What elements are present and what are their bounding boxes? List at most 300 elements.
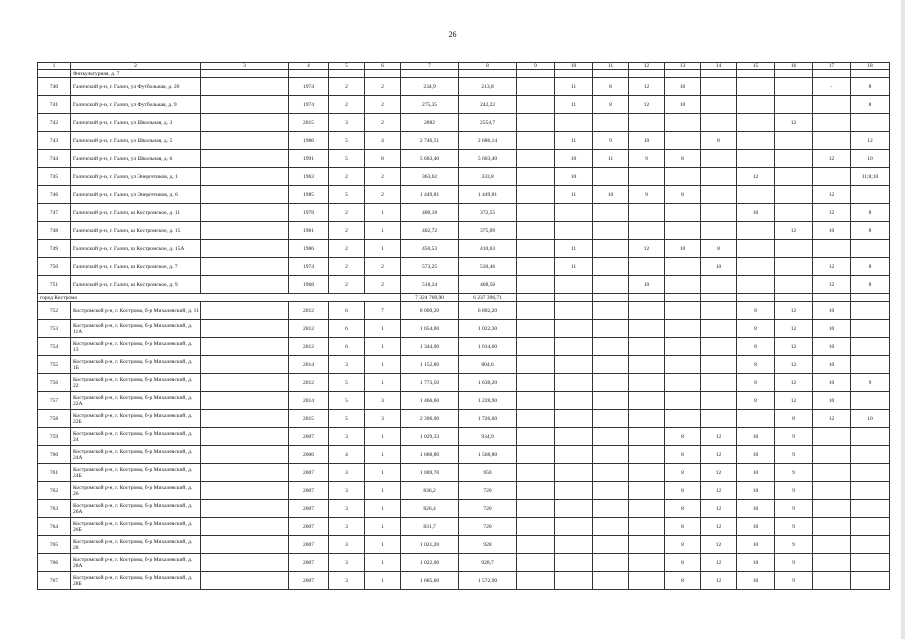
cell-c12 — [629, 536, 665, 554]
cell-c7: 1 773,50 — [401, 374, 459, 392]
cell-c3 — [201, 114, 289, 132]
cell-c5: 6 — [329, 320, 365, 338]
table-row — [38, 302, 890, 320]
table-row — [38, 276, 890, 294]
cell-c6: 1 — [365, 374, 401, 392]
cell-c18 — [851, 356, 890, 374]
cell-c6: 3 — [365, 392, 401, 410]
cell-c17 — [813, 428, 851, 446]
cell-c12: 9 — [629, 186, 665, 204]
cell-address: Галичский р-н, г. Галич, ш Костромское, д. 15А — [71, 240, 201, 258]
cell-c3 — [201, 446, 289, 464]
table-row — [38, 70, 890, 78]
cell-c3 — [201, 392, 289, 410]
cell-c7: 826,4 — [401, 500, 459, 518]
cell-c10 — [555, 446, 593, 464]
cell-address: Костромской р-н, г. Кострома, б-р Михалевский, д. 28А — [71, 554, 201, 572]
cell-c15: 10 — [737, 518, 775, 536]
cell-c7: 275,35 — [401, 96, 459, 114]
cell-c6: 1 — [365, 338, 401, 356]
cell-c14: 12 — [701, 536, 737, 554]
cell-c17: 12 — [813, 204, 851, 222]
cell-c10 — [555, 222, 593, 240]
cell-address: Галичский р-н, г. Галич, ул Школьная, д. 6 — [71, 150, 201, 168]
cell-c12: 12 — [629, 240, 665, 258]
cell-c14 — [701, 186, 737, 204]
cell-c15: 8 — [737, 338, 775, 356]
cell-c13 — [665, 114, 701, 132]
cell-c17 — [813, 518, 851, 536]
cell-c12: 12 — [629, 78, 665, 96]
cell-number: 748 — [38, 222, 71, 240]
cell-c18 — [851, 554, 890, 572]
cell-c5: 3 — [329, 500, 365, 518]
cell-c7: 234,9 — [401, 78, 459, 96]
cell-c9 — [517, 276, 555, 294]
cell-c4: 2012 — [289, 338, 329, 356]
cell-number: 740 — [38, 78, 71, 96]
cell-c12 — [629, 204, 665, 222]
table-row — [38, 356, 890, 374]
cell-c6: 2 — [365, 186, 401, 204]
cell-c16: 12 — [775, 392, 813, 410]
cell-c8: 1 014,60 — [459, 338, 517, 356]
cell-c18 — [851, 320, 890, 338]
cell-c13: 10 — [665, 78, 701, 96]
cell-c12 — [629, 446, 665, 464]
cell-c16: 8 — [775, 410, 813, 428]
cell-c18 — [851, 338, 890, 356]
cell-c18: 11;8;10 — [851, 168, 890, 186]
cell-c11 — [593, 276, 629, 294]
cell-c15: 8 — [737, 356, 775, 374]
cell-address: Галичский р-н, г. Галич, ш Костромское, д. 9 — [71, 276, 201, 294]
cell-c15 — [737, 114, 775, 132]
cell-c5: 5 — [329, 410, 365, 428]
cell-c10: 11 — [555, 258, 593, 276]
cell-c5: 2 — [329, 258, 365, 276]
cell-c4: 2007 — [289, 464, 329, 482]
cell-number: 747 — [38, 204, 71, 222]
cell-c7: 573,25 — [401, 258, 459, 276]
cell-c6: 1 — [365, 356, 401, 374]
cell-c13 — [665, 356, 701, 374]
cell-c12 — [629, 374, 665, 392]
column-number-5: 5 — [329, 63, 365, 70]
column-number-3: 3 — [201, 63, 289, 70]
cell-c9 — [517, 482, 555, 500]
column-number-row — [38, 63, 890, 70]
cell-c17: 12 — [813, 410, 851, 428]
column-number-13: 13 — [665, 63, 701, 70]
cell-number: 758 — [38, 410, 71, 428]
cell-c10 — [555, 114, 593, 132]
cell-c15: 10 — [737, 536, 775, 554]
cell-c8: 530,46 — [459, 258, 517, 276]
cell-c6: 2 — [365, 96, 401, 114]
cell-c4: 1981 — [289, 222, 329, 240]
cell-c6: 3 — [365, 410, 401, 428]
cell-c5: 4 — [329, 446, 365, 464]
cell-c12 — [629, 356, 665, 374]
cell-c12: 10 — [629, 276, 665, 294]
cell-c7: 1 069,70 — [401, 464, 459, 482]
cell-c16 — [775, 132, 813, 150]
cell-c16 — [775, 150, 813, 168]
cell-address: Костромской р-н, г. Кострома, б-р Михалевский, д. 13 — [71, 338, 201, 356]
cell-number: 743 — [38, 132, 71, 150]
cell-c11: 9 — [593, 132, 629, 150]
cell-c6: 1 — [365, 554, 401, 572]
cell-address: Костромской р-н, г. Кострома, б-р Михалевский, д. 11А — [71, 320, 201, 338]
cell-c16 — [775, 240, 813, 258]
cell-c12 — [629, 554, 665, 572]
cell-c14 — [701, 302, 737, 320]
table-row — [38, 96, 890, 114]
table-row — [38, 320, 890, 338]
column-number-17: 17 — [813, 63, 851, 70]
cell-c14 — [701, 276, 737, 294]
cell-c10: 10 — [555, 168, 593, 186]
cell-address: Костромской р-н, г. Кострома, б-р Михалевский, д. 24Б — [71, 464, 201, 482]
cell-c4: 2007 — [289, 536, 329, 554]
cell-c16: 9 — [775, 500, 813, 518]
cell-c16 — [775, 276, 813, 294]
cell-c13: 10 — [665, 96, 701, 114]
cell-c13 — [665, 258, 701, 276]
cell-c13 — [665, 320, 701, 338]
cell-c16: 12 — [775, 374, 813, 392]
table-row — [38, 132, 890, 150]
cell-c13: 8 — [665, 572, 701, 590]
cell-c6: 1 — [365, 204, 401, 222]
cell-c10 — [555, 356, 593, 374]
cell-c16 — [775, 96, 813, 114]
cell-c16: 12 — [775, 356, 813, 374]
cell-c9 — [517, 132, 555, 150]
cell-c9 — [517, 446, 555, 464]
cell-c6: 1 — [365, 464, 401, 482]
cell-c6: 1 — [365, 222, 401, 240]
cell-c14 — [701, 114, 737, 132]
cell-address: Галичский р-н, г. Галич, ул Школьная, д. 5 — [71, 132, 201, 150]
cell-number: 750 — [38, 258, 71, 276]
cell-c17: 12 — [813, 186, 851, 204]
cell-c16 — [775, 204, 813, 222]
table-row — [38, 536, 890, 554]
cell-c8: 2 686,14 — [459, 132, 517, 150]
page-number: 26 — [448, 30, 457, 39]
cell-c4: 2012 — [289, 302, 329, 320]
cell-c14: 10 — [701, 258, 737, 276]
cell-c8: 928,7 — [459, 554, 517, 572]
cell-c18: 10 — [851, 410, 890, 428]
cell-c3 — [201, 96, 289, 114]
cell-number: 749 — [38, 240, 71, 258]
cell-c7: 1 054,00 — [401, 320, 459, 338]
cell-c16 — [775, 186, 813, 204]
cell-c18: 8 — [851, 258, 890, 276]
column-number-10: 10 — [555, 63, 593, 70]
cell-c7: 400,18 — [401, 204, 459, 222]
cell-c17: 10 — [813, 338, 851, 356]
cell-address: Костромской р-н, г. Кострома, б-р Михалевский, д. 24 — [71, 428, 201, 446]
cell-c6: 1 — [365, 240, 401, 258]
cell-c13 — [665, 410, 701, 428]
cell-c18 — [851, 446, 890, 464]
cell-c7: 1 688,80 — [401, 446, 459, 464]
cell-c7: 836,2 — [401, 482, 459, 500]
cell-c16: 12 — [775, 222, 813, 240]
cell-c6: 7 — [365, 302, 401, 320]
cell-c14 — [701, 410, 737, 428]
cell-c4: 2015 — [289, 410, 329, 428]
cell-c8: 1 228,90 — [459, 392, 517, 410]
cell-address: Костромской р-н, г. Кострома, б-р Михалевский, д. 28Б — [71, 572, 201, 590]
cell-c8: 720 — [459, 482, 517, 500]
cell-c13: 8 — [665, 536, 701, 554]
cell-c16: 9 — [775, 428, 813, 446]
cell-c8: 1 022,30 — [459, 320, 517, 338]
cell-c12 — [629, 572, 665, 590]
cell-number: 766 — [38, 554, 71, 572]
cell-c10 — [555, 482, 593, 500]
cell-c8: 1 638,20 — [459, 374, 517, 392]
cell-c9 — [517, 204, 555, 222]
cell-c11 — [593, 428, 629, 446]
cell-c15 — [737, 276, 775, 294]
cell-c14 — [701, 338, 737, 356]
cell-c4: 2007 — [289, 482, 329, 500]
cell-c9 — [517, 150, 555, 168]
cell-c16 — [775, 78, 813, 96]
cell-c18: 10 — [851, 150, 890, 168]
cell-c16 — [775, 168, 813, 186]
cell-c10: 11 — [555, 96, 593, 114]
cell-c7: 402,72 — [401, 222, 459, 240]
cell-c4: 2006 — [289, 446, 329, 464]
cell-c10 — [555, 276, 593, 294]
table-row — [38, 554, 890, 572]
cell-c11 — [593, 356, 629, 374]
cell-c6: 2 — [365, 78, 401, 96]
cell-c5: 6 — [329, 338, 365, 356]
cell-c5: 5 — [329, 132, 365, 150]
cell-c12 — [629, 464, 665, 482]
cell-c13 — [665, 392, 701, 410]
cell-c17: - — [813, 78, 851, 96]
cell-c16: 12 — [775, 302, 813, 320]
cell-address: Костромской р-н, г. Кострома, б-р Михалевский, д. 11 — [71, 302, 201, 320]
cell-c11: 10 — [593, 186, 629, 204]
cell-c5: 3 — [329, 554, 365, 572]
cell-c4: 2007 — [289, 572, 329, 590]
cell-c18 — [851, 428, 890, 446]
group-row — [38, 294, 890, 302]
cell-address: Костромской р-н, г. Кострома, б-р Михалевский, д. 1Б — [71, 356, 201, 374]
cell-c5: 3 — [329, 518, 365, 536]
cell-c16: 12 — [775, 338, 813, 356]
cell-c17 — [813, 536, 851, 554]
cell-c7: 1 021,20 — [401, 536, 459, 554]
column-number-12: 12 — [629, 63, 665, 70]
cell-address: Галичский р-н, г. Галич, ул Школьная, д. 3 — [71, 114, 201, 132]
cell-c15: 10 — [737, 464, 775, 482]
cell-c11 — [593, 374, 629, 392]
column-number-11: 11 — [593, 63, 629, 70]
cell-c14 — [701, 374, 737, 392]
cell-c15 — [737, 96, 775, 114]
cell-c3 — [201, 518, 289, 536]
cell-c12: 10 — [629, 132, 665, 150]
cell-c16 — [775, 258, 813, 276]
cell-c4: 1963 — [289, 168, 329, 186]
cell-c11 — [593, 114, 629, 132]
cell-c10 — [555, 302, 593, 320]
cell-number: 745 — [38, 168, 71, 186]
cell-c14 — [701, 78, 737, 96]
cell-c3 — [201, 428, 289, 446]
cell-c9 — [517, 240, 555, 258]
cell-c14 — [701, 320, 737, 338]
cell-number: 753 — [38, 320, 71, 338]
cell-c5: 5 — [329, 392, 365, 410]
cell-c16: 12 — [775, 114, 813, 132]
cell-c11 — [593, 446, 629, 464]
cell-c5: 5 — [329, 186, 365, 204]
cell-c9 — [517, 410, 555, 428]
cell-c13: 8 — [665, 186, 701, 204]
cell-c10 — [555, 320, 593, 338]
cell-number: 757 — [38, 392, 71, 410]
cell-address: Галичский р-н, г. Галич, ул Футбольная, д. 20 — [71, 78, 201, 96]
cell-c16: 9 — [775, 464, 813, 482]
cell-c13: 8 — [665, 428, 701, 446]
cell-c17 — [813, 554, 851, 572]
cell-c15 — [737, 222, 775, 240]
cell-c9 — [517, 464, 555, 482]
cell-c14 — [701, 392, 737, 410]
cell-c4: 1986 — [289, 240, 329, 258]
cell-c11 — [593, 500, 629, 518]
cell-c4: 1974 — [289, 78, 329, 96]
cell-c8: 1 568,80 — [459, 446, 517, 464]
cell-c8: 333,8 — [459, 168, 517, 186]
cell-c5: 5 — [329, 374, 365, 392]
cell-c9 — [517, 222, 555, 240]
cell-c18: 8 — [851, 204, 890, 222]
cell-c13: 8 — [665, 464, 701, 482]
cell-c13: 8 — [665, 518, 701, 536]
cell-c11 — [593, 518, 629, 536]
cell-c9 — [517, 572, 555, 590]
cell-c18 — [851, 464, 890, 482]
group-total-area: 7 324 768,90 — [401, 294, 459, 302]
cell-c8: 6 802,20 — [459, 302, 517, 320]
cell-c15: 8 — [737, 302, 775, 320]
cell-c11 — [593, 258, 629, 276]
cell-c7: 1 466,60 — [401, 392, 459, 410]
table-row — [38, 500, 890, 518]
cell-c15 — [737, 410, 775, 428]
cell-c18: 8 — [851, 222, 890, 240]
cell-c13 — [665, 374, 701, 392]
cell-c12 — [629, 222, 665, 240]
cell-number: 742 — [38, 114, 71, 132]
cell-c14 — [701, 356, 737, 374]
cell-c10: 11 — [555, 240, 593, 258]
cell-c15 — [737, 186, 775, 204]
cell-c5: 3 — [329, 536, 365, 554]
cell-c5: 2 — [329, 78, 365, 96]
cell-c15 — [737, 132, 775, 150]
cell-c17: 10 — [813, 356, 851, 374]
cell-address: Галичский р-н, г. Галич, ш Костромское, д. 11 — [71, 204, 201, 222]
cell-c12 — [629, 338, 665, 356]
cell-c5: 3 — [329, 356, 365, 374]
cell-c18: 12 — [851, 132, 890, 150]
cell-c3 — [201, 572, 289, 590]
cell-c8: 2554,7 — [459, 114, 517, 132]
cell-address: Костромской р-н, г. Кострома, б-р Михалевский, д. 26 — [71, 482, 201, 500]
cell-c16: 12 — [775, 320, 813, 338]
cell-c5: 2 — [329, 276, 365, 294]
cell-number: 767 — [38, 572, 71, 590]
cell-c3 — [201, 222, 289, 240]
cell-c18 — [851, 482, 890, 500]
column-number-6: 6 — [365, 63, 401, 70]
cell-c18 — [851, 536, 890, 554]
cell-c13 — [665, 276, 701, 294]
cell-c14: 12 — [701, 500, 737, 518]
cell-c8: 410,63 — [459, 240, 517, 258]
cell-c8: 950 — [459, 464, 517, 482]
group-label: город Кострома — [38, 294, 401, 302]
cell-c17 — [813, 464, 851, 482]
cell-c7: 1 344,00 — [401, 338, 459, 356]
cell-c3 — [201, 410, 289, 428]
cell-c18 — [851, 302, 890, 320]
cell-number: 751 — [38, 276, 71, 294]
cell-c12 — [629, 428, 665, 446]
cell-c17: 10 — [813, 302, 851, 320]
cell-c3 — [201, 536, 289, 554]
cell-c7: 518,24 — [401, 276, 459, 294]
cell-c3 — [201, 338, 289, 356]
cell-c8: 934,9 — [459, 428, 517, 446]
cell-c8: 375,09 — [459, 222, 517, 240]
cell-c5: 5 — [329, 150, 365, 168]
cell-c16: 9 — [775, 572, 813, 590]
cell-c14: 12 — [701, 428, 737, 446]
cell-c3 — [201, 78, 289, 96]
cell-number: 760 — [38, 446, 71, 464]
cell-c11 — [593, 536, 629, 554]
cell-c7: 1 685,60 — [401, 572, 459, 590]
cell-c3 — [201, 150, 289, 168]
cell-c15: 10 — [737, 500, 775, 518]
cell-c9 — [517, 114, 555, 132]
cell-c3 — [201, 464, 289, 482]
cell-c7: 2 746,51 — [401, 132, 459, 150]
cell-c12 — [629, 482, 665, 500]
cell-c12: 9 — [629, 150, 665, 168]
cell-c11 — [593, 320, 629, 338]
cell-c5: 6 — [329, 302, 365, 320]
cell-c14: 12 — [701, 446, 737, 464]
table-row — [38, 464, 890, 482]
cell-c3 — [201, 356, 289, 374]
